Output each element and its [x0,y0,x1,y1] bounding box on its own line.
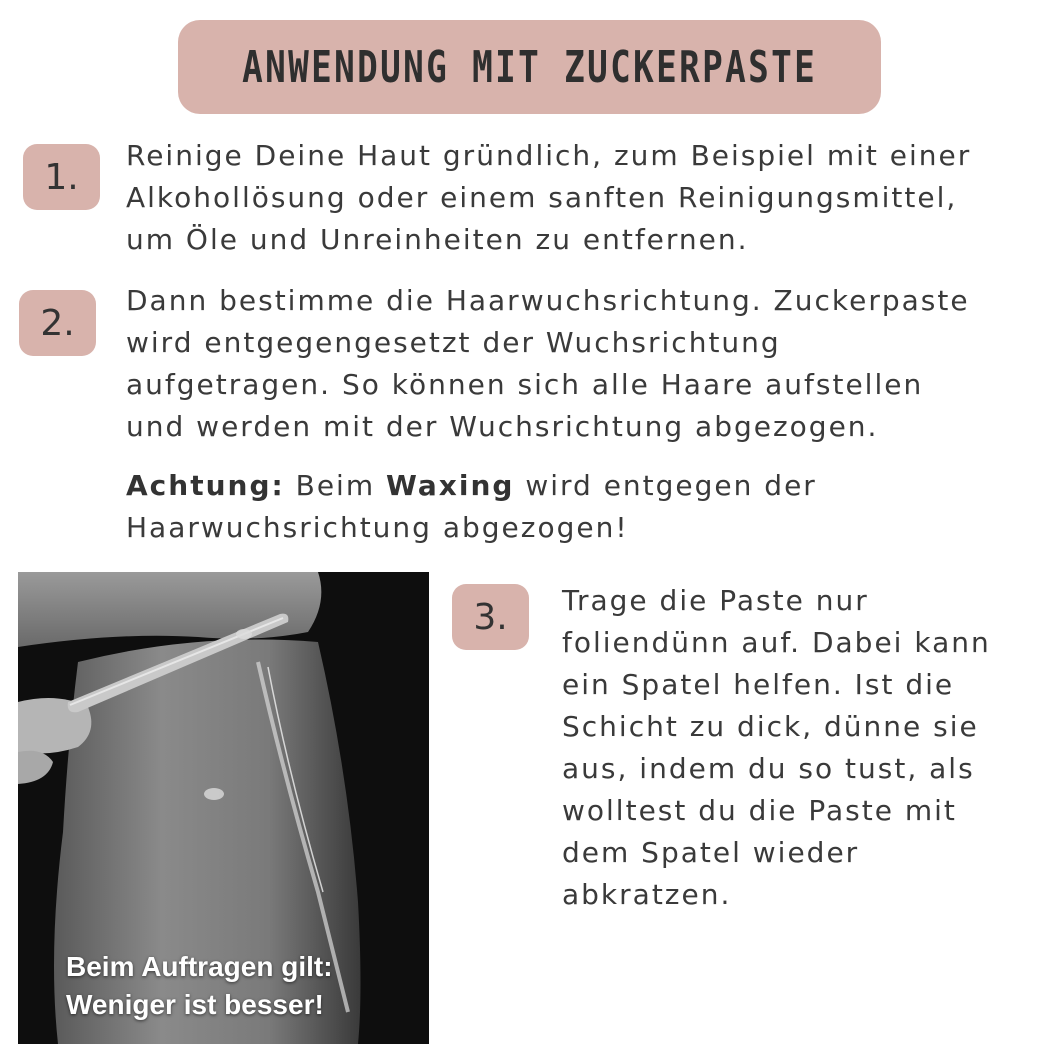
page-title: ANWENDUNG MIT ZUCKERPASTE [241,41,818,93]
step-3-text [562,580,991,916]
step-1-line: Reinige Deine Haut gründlich, zum Beispiel mit einer [126,139,972,172]
photo-caption-line-2: Weniger ist besser! [66,989,324,1020]
warning-text-after: wird entgegen der [514,469,817,502]
step-3-line: Schicht zu dick, dünne sie [562,710,979,743]
step-1-number-badge: 1. [23,144,100,210]
step-2-number-badge: 2. [19,290,96,356]
warning-line-1 [126,465,817,507]
step-2-line: und werden mit der Wuchsrichtung abgezogen. [126,410,879,443]
step-3-line: Trage die Paste nur [562,584,869,617]
step-1-text [126,135,971,261]
title-banner [178,20,881,114]
step-2-line: Dann bestimme die Haarwuchsrichtung. Zuckerpaste [126,284,970,317]
warning-bold-word: Waxing [386,469,515,502]
warning-note [126,465,817,549]
step-1-line: Alkohollösung oder einem sanften Reinigungsmittel, [126,181,958,214]
step-2-line: aufgetragen. So können sich alle Haare aufstellen [126,368,924,401]
step-3-line: aus, indem du so tust, als [562,752,975,785]
step-1-line: um Öle und Unreinheiten zu entfernen. [126,223,749,256]
step-2-text [126,280,970,448]
step-3-line: wolltest du die Paste mit [562,794,957,827]
warning-label: Achtung: [126,469,285,502]
warning-text-before: Beim [284,469,386,502]
step-3-line: abkratzen. [562,878,732,911]
step-3-line: dem Spatel wieder [562,836,860,869]
application-photo [18,572,429,1044]
photo-caption-line-1: Beim Auftragen gilt: [66,951,333,982]
warning-line-2: Haarwuchsrichtung abgezogen! [126,511,629,544]
step-3-number-badge: 3. [452,584,529,650]
step-3-line: foliendünn auf. Dabei kann [562,626,991,659]
photo-caption [66,948,333,1024]
step-3-line: ein Spatel helfen. Ist die [562,668,955,701]
step-2-line: wird entgegengesetzt der Wuchsrichtung [126,326,781,359]
